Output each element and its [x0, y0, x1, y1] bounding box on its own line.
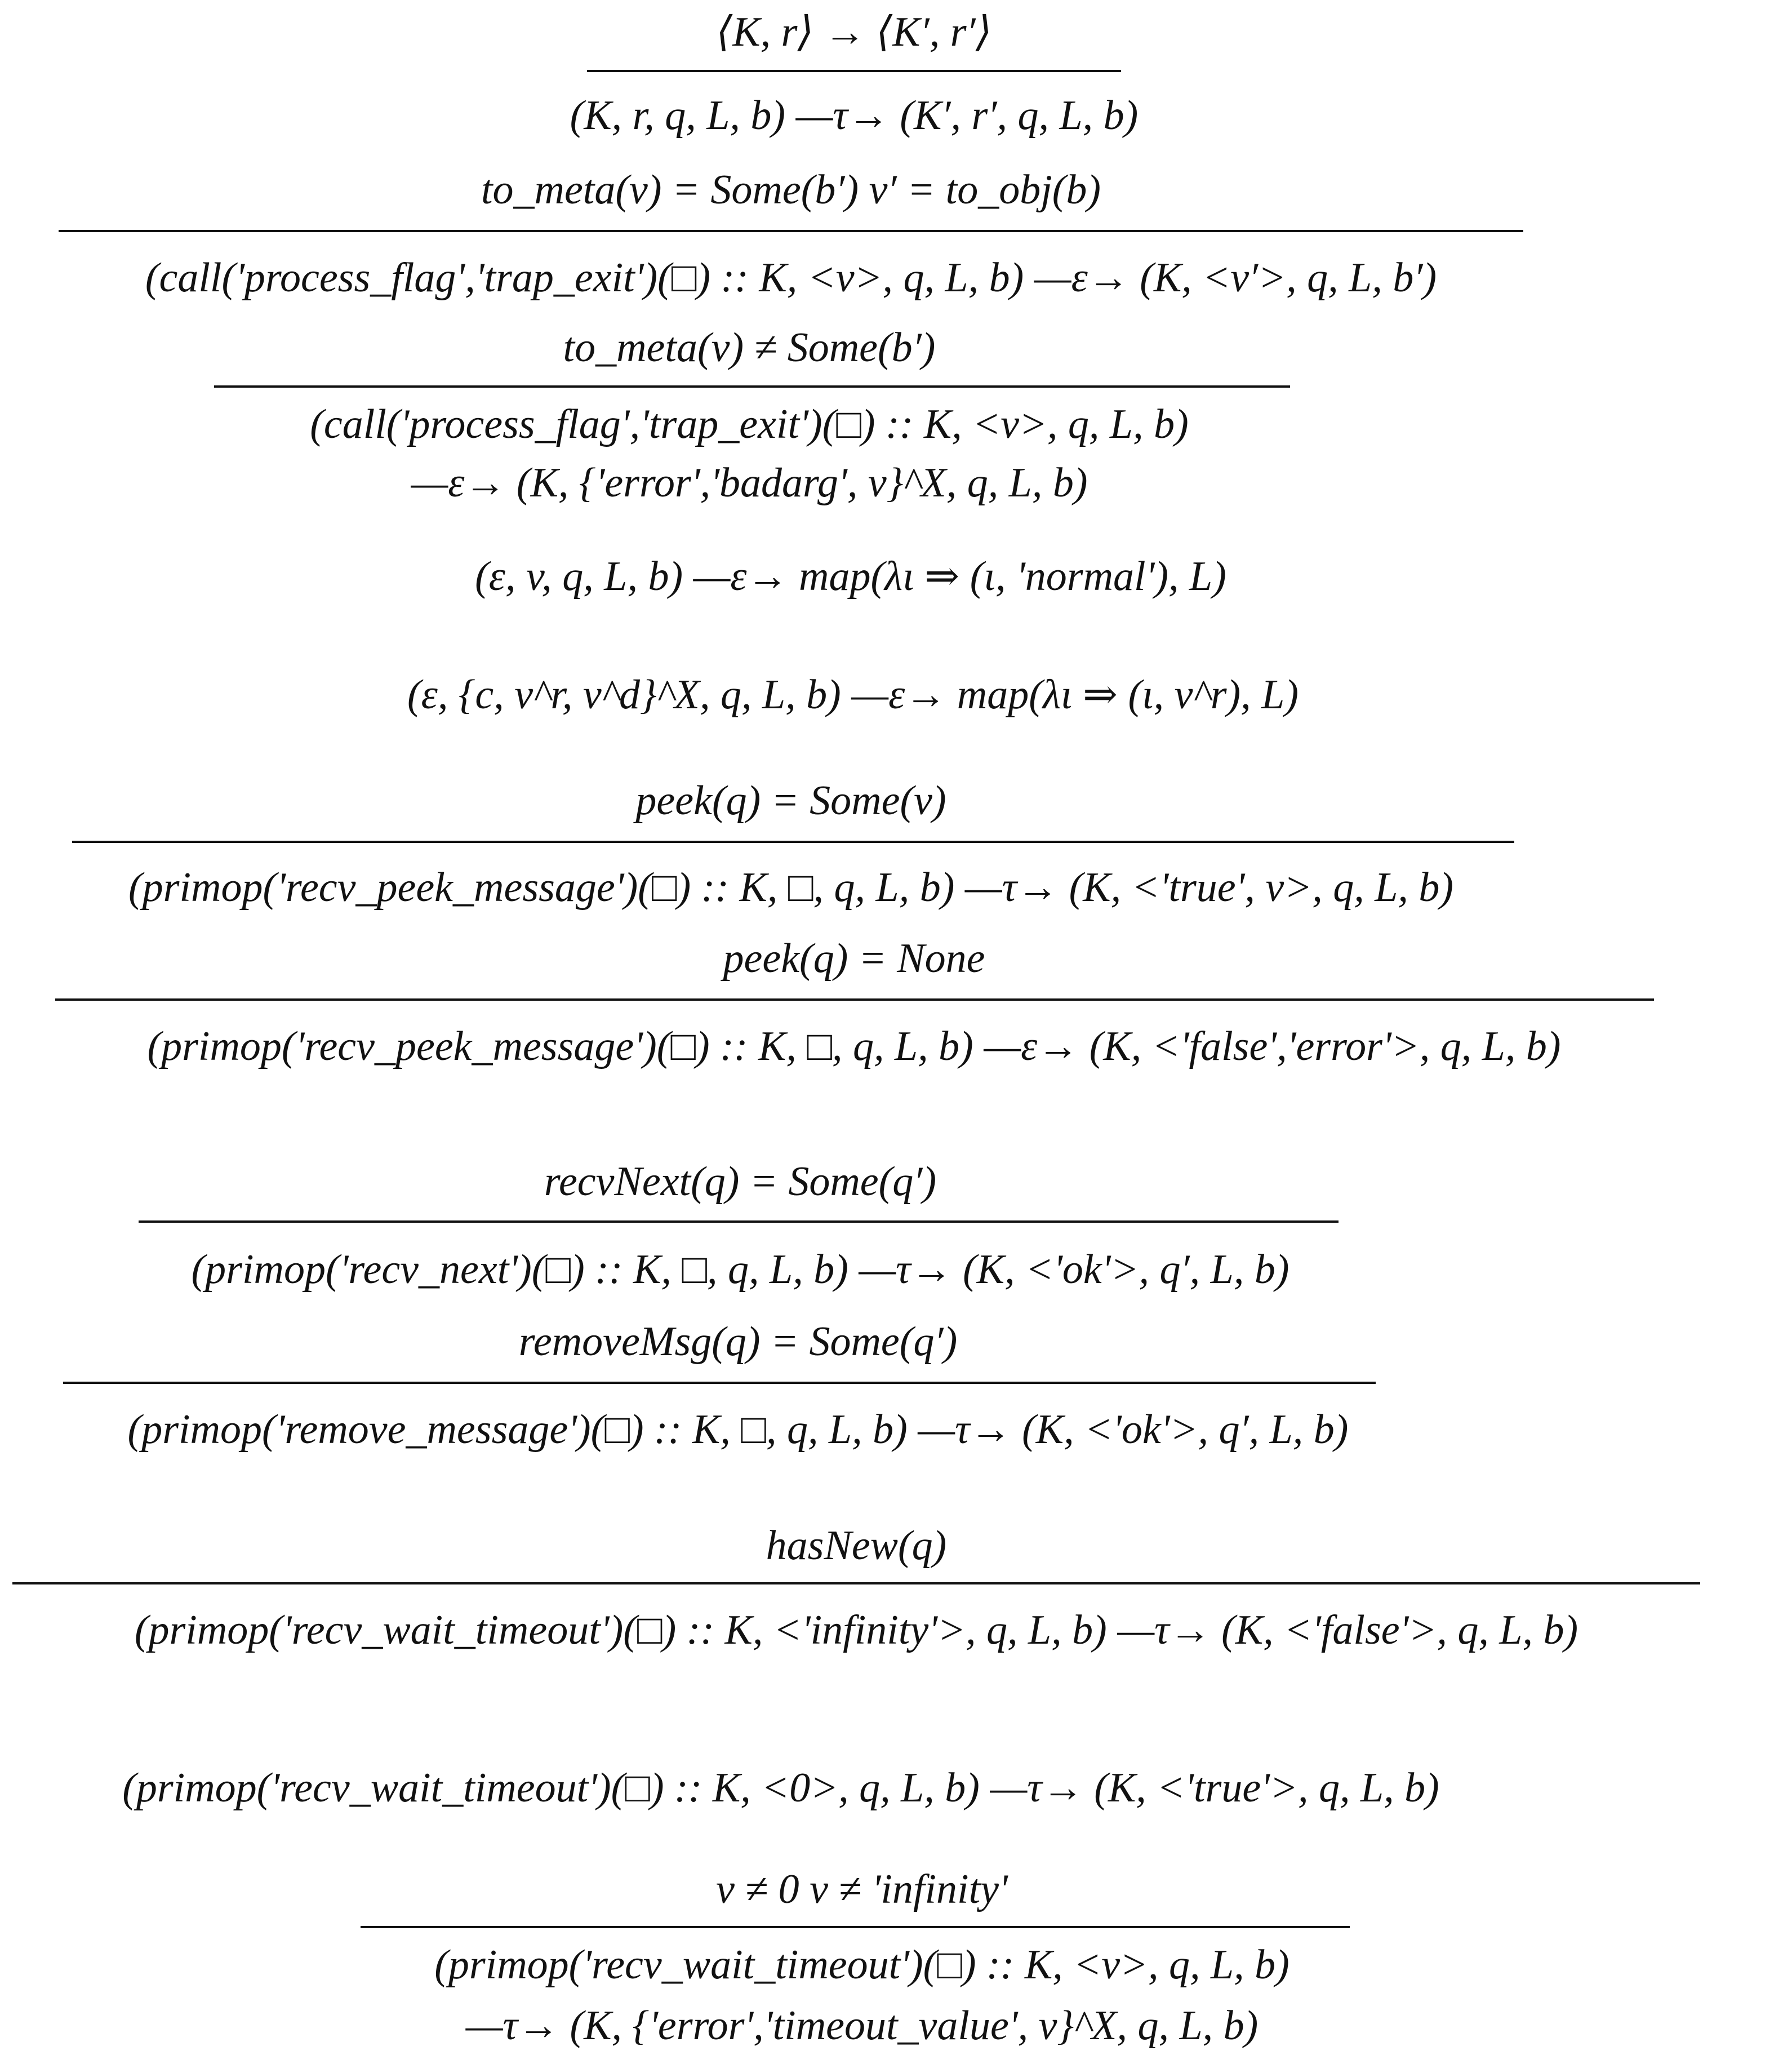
- premise: peek(q) = None: [723, 935, 985, 982]
- inference-bar: [361, 1926, 1350, 1928]
- inference-bar: [12, 1582, 1700, 1584]
- premise: removeMsg(q) = Some(q′): [518, 1319, 958, 1365]
- conclusion: (ε, {c, v^r, v^d}^X, q, L, b) —ε→ map(λι ⇒ (ι, v^r), L): [407, 672, 1299, 718]
- conclusion: (primop('recv_peek_message')(□) :: K, □, q, L, b) —ε→ (K, <'false','error'>, q, L, b): [147, 1023, 1561, 1069]
- premise: v ≠ 0 v ≠ 'infinity': [716, 1866, 1008, 1912]
- conclusion: (primop('recv_next')(□) :: K, □, q, L, b) —τ→ (K, <'ok'>, q′, L, b): [191, 1246, 1289, 1293]
- conclusion: (primop('recv_wait_timeout')(□) :: K, <0>, q, L, b) —τ→ (K, <'true'>, q, L, b): [122, 1765, 1439, 1811]
- conclusion: (primop('recv_wait_timeout')(□) :: K, <'infinity'>, q, L, b) —τ→ (K, <'false'>, q, L, b): [134, 1607, 1578, 1653]
- conclusion-line-1: (primop('recv_wait_timeout')(□) :: K, <v>, q, L, b): [434, 1942, 1289, 1988]
- premise: to_meta(v) ≠ Some(b′): [563, 325, 936, 371]
- inference-bar: [587, 70, 1121, 72]
- conclusion: (primop('remove_message')(□) :: K, □, q, L, b) —τ→ (K, <'ok'>, q′, L, b): [127, 1406, 1349, 1453]
- premise: hasNew(q): [766, 1523, 947, 1569]
- premise: recvNext(q) = Some(q′): [544, 1158, 937, 1205]
- inference-bar: [55, 998, 1654, 1001]
- conclusion-line-2: —ε→ (K, {'error','badarg', v}^X, q, L, b): [411, 460, 1088, 506]
- conclusion-line-2: —τ→ (K, {'error','timeout_value', v}^X, q, L, b): [465, 2003, 1259, 2049]
- inference-bar: [139, 1220, 1339, 1223]
- inference-bar: [72, 841, 1514, 843]
- conclusion: (call('process_flag','trap_exit')(□) :: K, <v>, q, L, b) —ε→ (K, <v′>, q, L, b′): [145, 255, 1437, 301]
- premise: ⟨K, r⟩ → ⟨K′, r′⟩: [716, 9, 992, 55]
- conclusion: (K, r, q, L, b) —τ→ (K′, r′, q, L, b): [570, 92, 1139, 139]
- conclusion: (ε, v, q, L, b) —ε→ map(λι ⇒ (ι, 'normal'), L): [475, 553, 1226, 600]
- inference-bar: [214, 385, 1290, 388]
- conclusion-line-1: (call('process_flag','trap_exit')(□) :: K, <v>, q, L, b): [310, 401, 1189, 447]
- premise: peek(q) = Some(v): [635, 778, 946, 824]
- conclusion: (primop('recv_peek_message')(□) :: K, □, q, L, b) —τ→ (K, <'true', v>, q, L, b): [128, 864, 1453, 911]
- premise: to_meta(v) = Some(b′) v′ = to_obj(b): [481, 167, 1101, 213]
- inference-bar: [59, 230, 1523, 232]
- inference-bar: [63, 1382, 1376, 1384]
